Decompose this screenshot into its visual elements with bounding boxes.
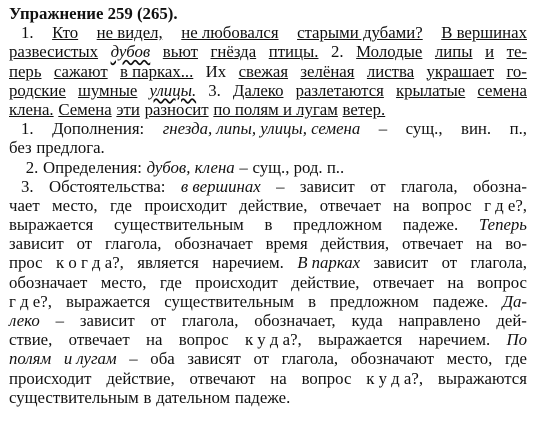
text-span: разносит <box>144 99 209 119</box>
text-span: сажают <box>53 61 108 81</box>
text-span: по полям и лугам <box>213 99 338 119</box>
analysis-line <box>9 330 527 349</box>
text-span: глагола, <box>181 311 239 330</box>
text-span: Кто <box>52 23 79 43</box>
text-span: наречием. <box>418 330 491 350</box>
text-span: вопрос <box>421 195 472 215</box>
text-span: предложном <box>330 291 419 311</box>
text-span: существительным <box>164 291 295 311</box>
analysis-line <box>9 138 527 157</box>
text-span: от <box>253 349 269 369</box>
analysis-line <box>9 215 527 234</box>
text-span: и <box>485 42 495 62</box>
text-span: улицы. <box>149 80 197 100</box>
text-span: эти <box>116 99 140 119</box>
text-span: листва <box>366 61 415 81</box>
text-span: место, <box>446 349 493 369</box>
analysis-line <box>9 158 527 177</box>
text-span: – <box>239 157 248 177</box>
text-line <box>9 81 527 100</box>
text-span: в <box>264 215 273 235</box>
text-span: зависит <box>9 234 64 254</box>
text-span: гнёзда <box>210 42 257 62</box>
analysis-line <box>9 349 527 368</box>
text-span: украшает <box>426 61 495 81</box>
text-span: действие, <box>291 272 360 292</box>
text-span: родские <box>9 80 66 100</box>
analysis-line <box>9 234 527 253</box>
text-span: прос <box>9 253 43 273</box>
text-span: те- <box>506 42 527 62</box>
text-span: птицы. <box>268 42 319 62</box>
text-span: где <box>109 195 133 215</box>
text-span: Да- <box>502 291 527 311</box>
text-span: развесистых <box>9 42 99 62</box>
text-span: вин. <box>461 119 492 139</box>
text-span: где <box>504 349 527 369</box>
text-span: глагола, <box>401 176 458 196</box>
text-span: крылатые <box>395 80 466 100</box>
text-line <box>9 23 527 42</box>
text-line <box>9 62 527 81</box>
text-span: обозначают <box>350 349 435 369</box>
analysis-line <box>9 369 527 388</box>
text-span: Их <box>205 61 227 81</box>
text-span: 2. <box>331 42 344 62</box>
text-span: вопрос <box>178 330 229 350</box>
text-span: наречием. <box>212 253 284 273</box>
text-span: куда <box>351 311 383 330</box>
text-span: глагола, <box>470 253 527 273</box>
text-span: не любовался <box>181 23 279 43</box>
text-span: липы <box>434 42 473 62</box>
text-span: гнезда, липы, улицы, семена <box>162 119 361 139</box>
text-span: – <box>129 349 138 369</box>
text-span: падеже. <box>402 215 459 235</box>
text-span: отвечают <box>189 368 256 388</box>
text-span: полям <box>9 349 52 369</box>
text-span: действие, <box>239 195 308 215</box>
text-span: от <box>150 311 167 330</box>
text-span: глагола, <box>104 234 162 254</box>
text-span: существительным <box>9 387 139 407</box>
text-span: выражаются <box>437 368 527 388</box>
text-span: дубов, клена <box>146 157 235 177</box>
text-span: действия, <box>320 234 390 254</box>
text-span: Молодые <box>356 42 423 62</box>
text-span: дей- <box>496 311 527 330</box>
text-span: предлога. <box>36 138 105 158</box>
text-span: обозначает <box>9 272 88 292</box>
text-span: п., <box>509 119 527 139</box>
text-span: сущ., <box>405 119 443 139</box>
text-span: в парках... <box>120 61 194 81</box>
text-span: По <box>506 330 527 350</box>
text-span: отвечает <box>402 234 464 254</box>
text-span: 3. <box>208 80 221 100</box>
text-span: зависят <box>187 349 241 369</box>
text-span: и лугам <box>63 349 117 369</box>
text-span: время <box>265 234 308 254</box>
text-span: сущ., род. п.. <box>252 157 345 177</box>
analysis-line <box>9 311 527 330</box>
text-span: зависит <box>373 253 429 273</box>
text-span: выражается <box>65 291 151 311</box>
analysis-line <box>9 388 527 407</box>
text-span: вопрос <box>301 368 352 388</box>
text-span: г д е?, <box>484 195 527 215</box>
text-span: в <box>308 291 316 311</box>
text-span: от <box>370 176 386 196</box>
text-span: 2. <box>25 157 39 177</box>
text-span: падеже. <box>234 387 291 407</box>
text-span: чает <box>9 195 40 215</box>
text-span: вопрос <box>477 272 527 292</box>
text-span: в <box>143 387 152 407</box>
text-span: к у д а?, <box>244 330 302 350</box>
text-span: зависит <box>79 311 135 330</box>
text-span: от <box>441 253 458 273</box>
text-span: не видел, <box>96 23 163 43</box>
text-span: старыми дубами? <box>297 23 423 43</box>
text-span: шумные <box>77 80 138 100</box>
analysis-line <box>9 196 527 215</box>
text-span: 1. <box>21 23 34 43</box>
text-span: зависит <box>299 176 355 196</box>
text-span: к у д а?, <box>366 368 424 388</box>
text-span: семена <box>477 80 527 100</box>
text-span: обозна- <box>472 176 527 196</box>
text-span: происходит <box>9 368 92 388</box>
text-span: в вершинах <box>180 176 261 196</box>
analysis-line <box>9 273 527 292</box>
text-span: существительным <box>113 215 244 235</box>
text-span: вьют <box>162 42 198 62</box>
text-span: 1. <box>21 119 34 139</box>
text-span: действие, <box>106 368 175 388</box>
text-span: Теперь <box>478 215 527 235</box>
text-span: на <box>447 272 464 292</box>
text-span: выражается <box>9 215 94 235</box>
text-span: зелёная <box>300 61 355 81</box>
text-line <box>9 42 527 61</box>
text-span: оба <box>150 349 175 369</box>
text-span: отвечает <box>319 195 381 215</box>
text-span: на <box>270 368 287 388</box>
text-span: место, <box>52 195 98 215</box>
text-span: ветер. <box>342 99 386 119</box>
text-span: Дополнения: <box>52 119 145 139</box>
text-span: Далеко <box>232 80 284 100</box>
text-span: происходит <box>144 195 227 215</box>
text-span: является <box>137 253 199 273</box>
text-span: г д е?, <box>9 291 52 311</box>
text-span: падеже. <box>432 291 489 311</box>
text-span: без <box>9 138 32 158</box>
exercise-title: Упражнение 259 (265). <box>9 4 178 23</box>
text-span: леко <box>9 311 40 330</box>
text-span: к о г д а?, <box>56 253 124 273</box>
analysis-line <box>9 253 527 272</box>
text-span: на <box>475 234 493 254</box>
text-span: 3. <box>21 176 34 196</box>
text-span: обозначает <box>174 234 253 254</box>
text-span: дательном <box>156 387 231 407</box>
text-span: на <box>393 195 410 215</box>
text-span: направлено <box>398 311 481 330</box>
analysis-line <box>9 119 527 138</box>
text-span: го- <box>506 61 527 81</box>
text-span: место, <box>100 272 147 292</box>
text-line <box>9 100 527 119</box>
text-span: дубов <box>110 42 151 62</box>
text-span: предложном <box>293 215 382 235</box>
text-span: Обстоятельства: <box>49 176 166 196</box>
text-span: – <box>55 311 65 330</box>
text-span: глагола, <box>281 349 339 369</box>
text-span: отвечает <box>68 330 130 350</box>
text-span: – <box>276 176 285 196</box>
text-span: ствие, <box>9 330 53 350</box>
text-span: от <box>76 234 93 254</box>
text-span: перь <box>9 61 42 81</box>
text-span: – <box>378 119 388 139</box>
analysis-line <box>9 292 527 311</box>
text-span: Определения: <box>43 157 142 177</box>
text-span: во- <box>505 234 527 254</box>
text-span: В парках <box>297 253 361 273</box>
text-span: на <box>146 330 163 350</box>
text-span: обозначает, <box>254 311 336 330</box>
text-span: происходит <box>195 272 278 292</box>
text-span: выражается <box>318 330 403 350</box>
text-span: где <box>159 272 182 292</box>
text-span: клена. <box>9 99 54 119</box>
text-span: разлетаются <box>295 80 384 100</box>
text-span: отвечает <box>372 272 434 292</box>
text-span: Семена <box>58 99 112 119</box>
text-span: свежая <box>238 61 289 81</box>
text-span: В вершинах <box>441 23 527 43</box>
analysis-line <box>9 177 527 196</box>
